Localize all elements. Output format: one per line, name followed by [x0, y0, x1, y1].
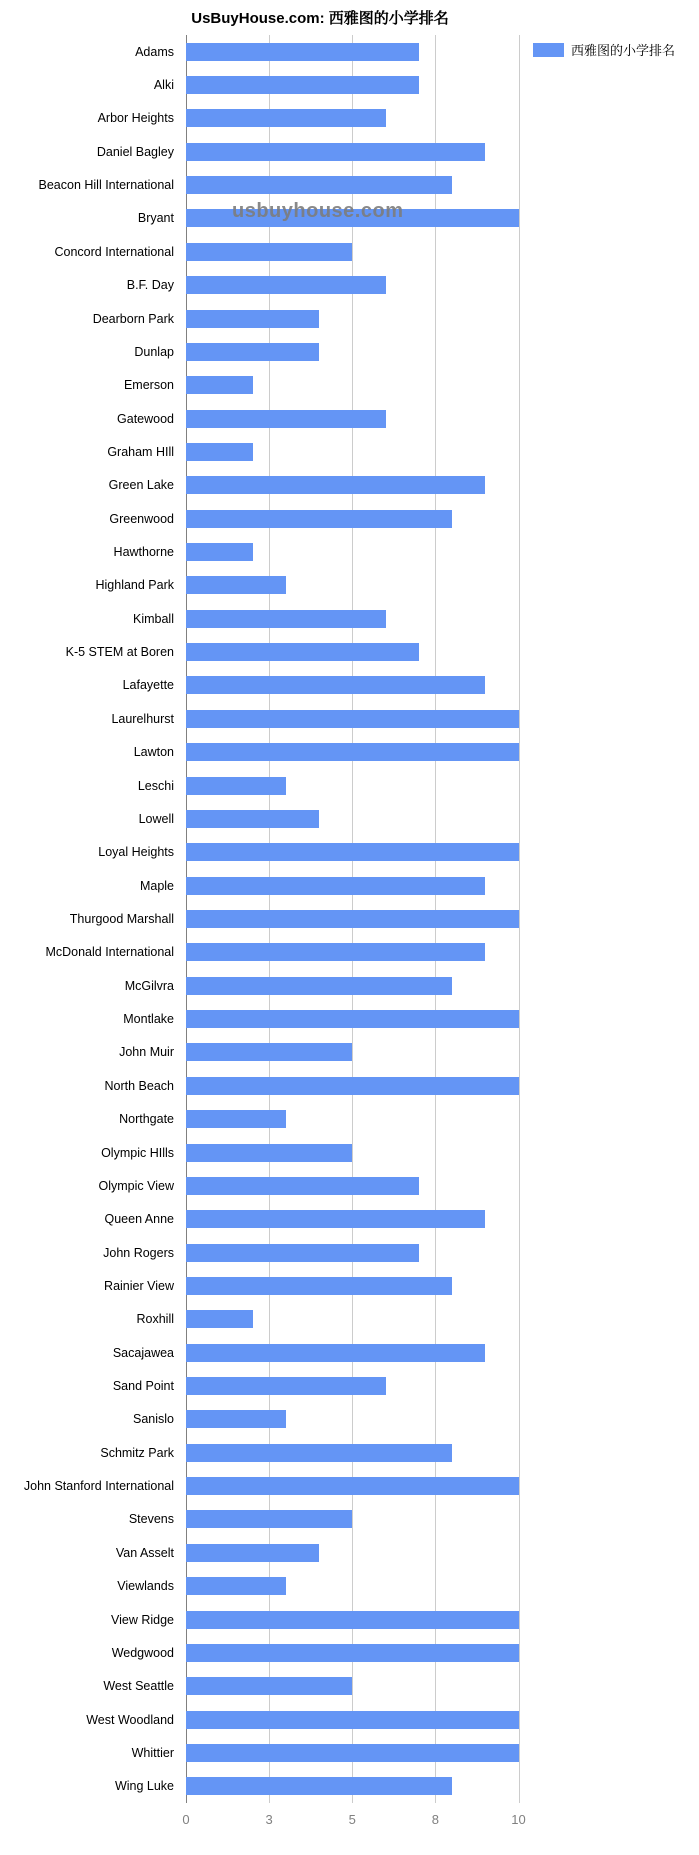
category-label: View Ridge [110, 1612, 174, 1627]
chart-title: UsBuyHouse.com: 西雅图的小学排名 [191, 10, 449, 27]
category-label: John Muir [119, 1045, 174, 1060]
bar [186, 1611, 519, 1629]
bar [186, 977, 452, 995]
category-label: Bryant [137, 211, 174, 226]
bar [186, 943, 485, 961]
bar [186, 576, 286, 594]
bar [186, 1410, 286, 1428]
category-label: Daniel Bagley [96, 144, 174, 159]
category-label: McDonald International [45, 945, 174, 960]
category-label: Sand Point [112, 1379, 174, 1393]
category-label: Montlake [123, 1012, 174, 1027]
category-label: Laurelhurst [111, 711, 174, 726]
category-label: Loyal Heights [98, 845, 174, 860]
category-label: Whittier [131, 1745, 174, 1760]
category-label: Gatewood [117, 411, 174, 426]
category-label: Maple [139, 878, 174, 893]
category-label: Rainier View [104, 1278, 174, 1293]
bar [186, 343, 319, 361]
category-label: West Seattle [103, 1679, 174, 1694]
bar [186, 877, 485, 895]
category-label: North Beach [104, 1078, 174, 1093]
category-label: Alki [153, 78, 174, 93]
bar [186, 310, 319, 328]
bar [186, 410, 386, 428]
category-label: Greenwood [109, 511, 174, 526]
category-label: Wing Luke [114, 1779, 174, 1794]
category-label: Olympic HIlls [101, 1145, 174, 1160]
bar [186, 1043, 352, 1061]
category-label: Concord International [54, 244, 174, 259]
plot-area [186, 35, 519, 1803]
bar [186, 843, 519, 861]
category-label: Wedgwood [111, 1645, 174, 1660]
bar [186, 1744, 519, 1762]
bar [186, 1644, 519, 1662]
bar [186, 510, 452, 528]
bar [186, 1244, 419, 1262]
legend-swatch [533, 43, 564, 57]
category-label: Sanislo [133, 1412, 174, 1427]
bar [186, 1077, 519, 1095]
bar [186, 276, 386, 294]
legend [533, 40, 675, 59]
category-label: Beacon Hill International [38, 178, 174, 193]
bar [186, 610, 386, 628]
bar [186, 1344, 485, 1362]
x-tick-label: 3 [265, 1812, 273, 1827]
category-label: Van Asselt [115, 1545, 174, 1560]
watermark: usbuyhouse.com [232, 200, 404, 222]
category-label: John Rogers [103, 1245, 174, 1260]
category-label: B.F. Day [126, 278, 174, 293]
bar [186, 1444, 452, 1462]
x-tick-label: 8 [431, 1812, 439, 1827]
category-label: Schmitz Park [100, 1445, 174, 1460]
bar [186, 1310, 253, 1328]
gridline [519, 35, 520, 1803]
category-label: John Stanford International [23, 1479, 174, 1494]
bar [186, 710, 519, 728]
category-label: Lowell [138, 811, 174, 826]
bar [186, 543, 253, 561]
category-label: Lawton [133, 745, 174, 760]
bar [186, 1210, 485, 1228]
bar [186, 1711, 519, 1729]
bar [186, 443, 253, 461]
category-label: K-5 STEM at Boren [65, 645, 174, 660]
category-label: Sacajawea [112, 1345, 174, 1360]
category-label: Highland Park [95, 578, 174, 593]
bar [186, 810, 319, 828]
x-tick-label: 5 [348, 1812, 356, 1827]
category-label: West Woodland [86, 1712, 174, 1727]
bar [186, 1110, 286, 1128]
category-label: Kimball [133, 611, 174, 626]
x-tick-label: 0 [182, 1812, 190, 1827]
bar [186, 76, 419, 94]
category-label: McGilvra [124, 978, 174, 993]
category-label: Viewlands [117, 1579, 174, 1594]
bar [186, 1177, 419, 1195]
bar [186, 1010, 519, 1028]
bar [186, 1377, 386, 1395]
bar [186, 743, 519, 761]
category-label: Roxhill [136, 1312, 174, 1327]
legend-label: 西雅图的小学排名 [571, 43, 676, 58]
bar [186, 376, 253, 394]
bar [186, 243, 352, 261]
category-label: Queen Anne [104, 1212, 174, 1227]
category-label: Dunlap [134, 344, 174, 359]
category-label: Graham HIll [107, 444, 174, 459]
category-label: Northgate [119, 1112, 174, 1127]
bar [186, 476, 485, 494]
bar [186, 910, 519, 928]
bar [186, 1477, 519, 1495]
bar [186, 1510, 352, 1528]
category-label: Adams [135, 44, 174, 59]
bar [186, 143, 485, 161]
bar [186, 109, 386, 127]
category-label: Stevens [128, 1512, 174, 1527]
bar [186, 1544, 319, 1562]
category-label: Emerson [123, 378, 174, 393]
bar [186, 777, 286, 795]
category-label: Lafayette [122, 678, 174, 693]
category-label: Leschi [137, 778, 174, 793]
bar [186, 1677, 352, 1695]
category-label: Olympic View [98, 1178, 174, 1193]
bar [186, 1577, 286, 1595]
x-tick-label: 10 [511, 1812, 526, 1827]
bar [186, 1277, 452, 1295]
category-label: Arbor Heights [97, 111, 174, 126]
bar [186, 643, 419, 661]
category-label: Thurgood Marshall [69, 911, 174, 926]
bar [186, 43, 419, 61]
bar [186, 1144, 352, 1162]
category-label: Dearborn Park [92, 311, 174, 326]
category-label: Green Lake [108, 478, 174, 493]
bar [186, 676, 485, 694]
bar [186, 1777, 452, 1795]
category-label: Hawthorne [113, 545, 174, 560]
bar [186, 176, 452, 194]
